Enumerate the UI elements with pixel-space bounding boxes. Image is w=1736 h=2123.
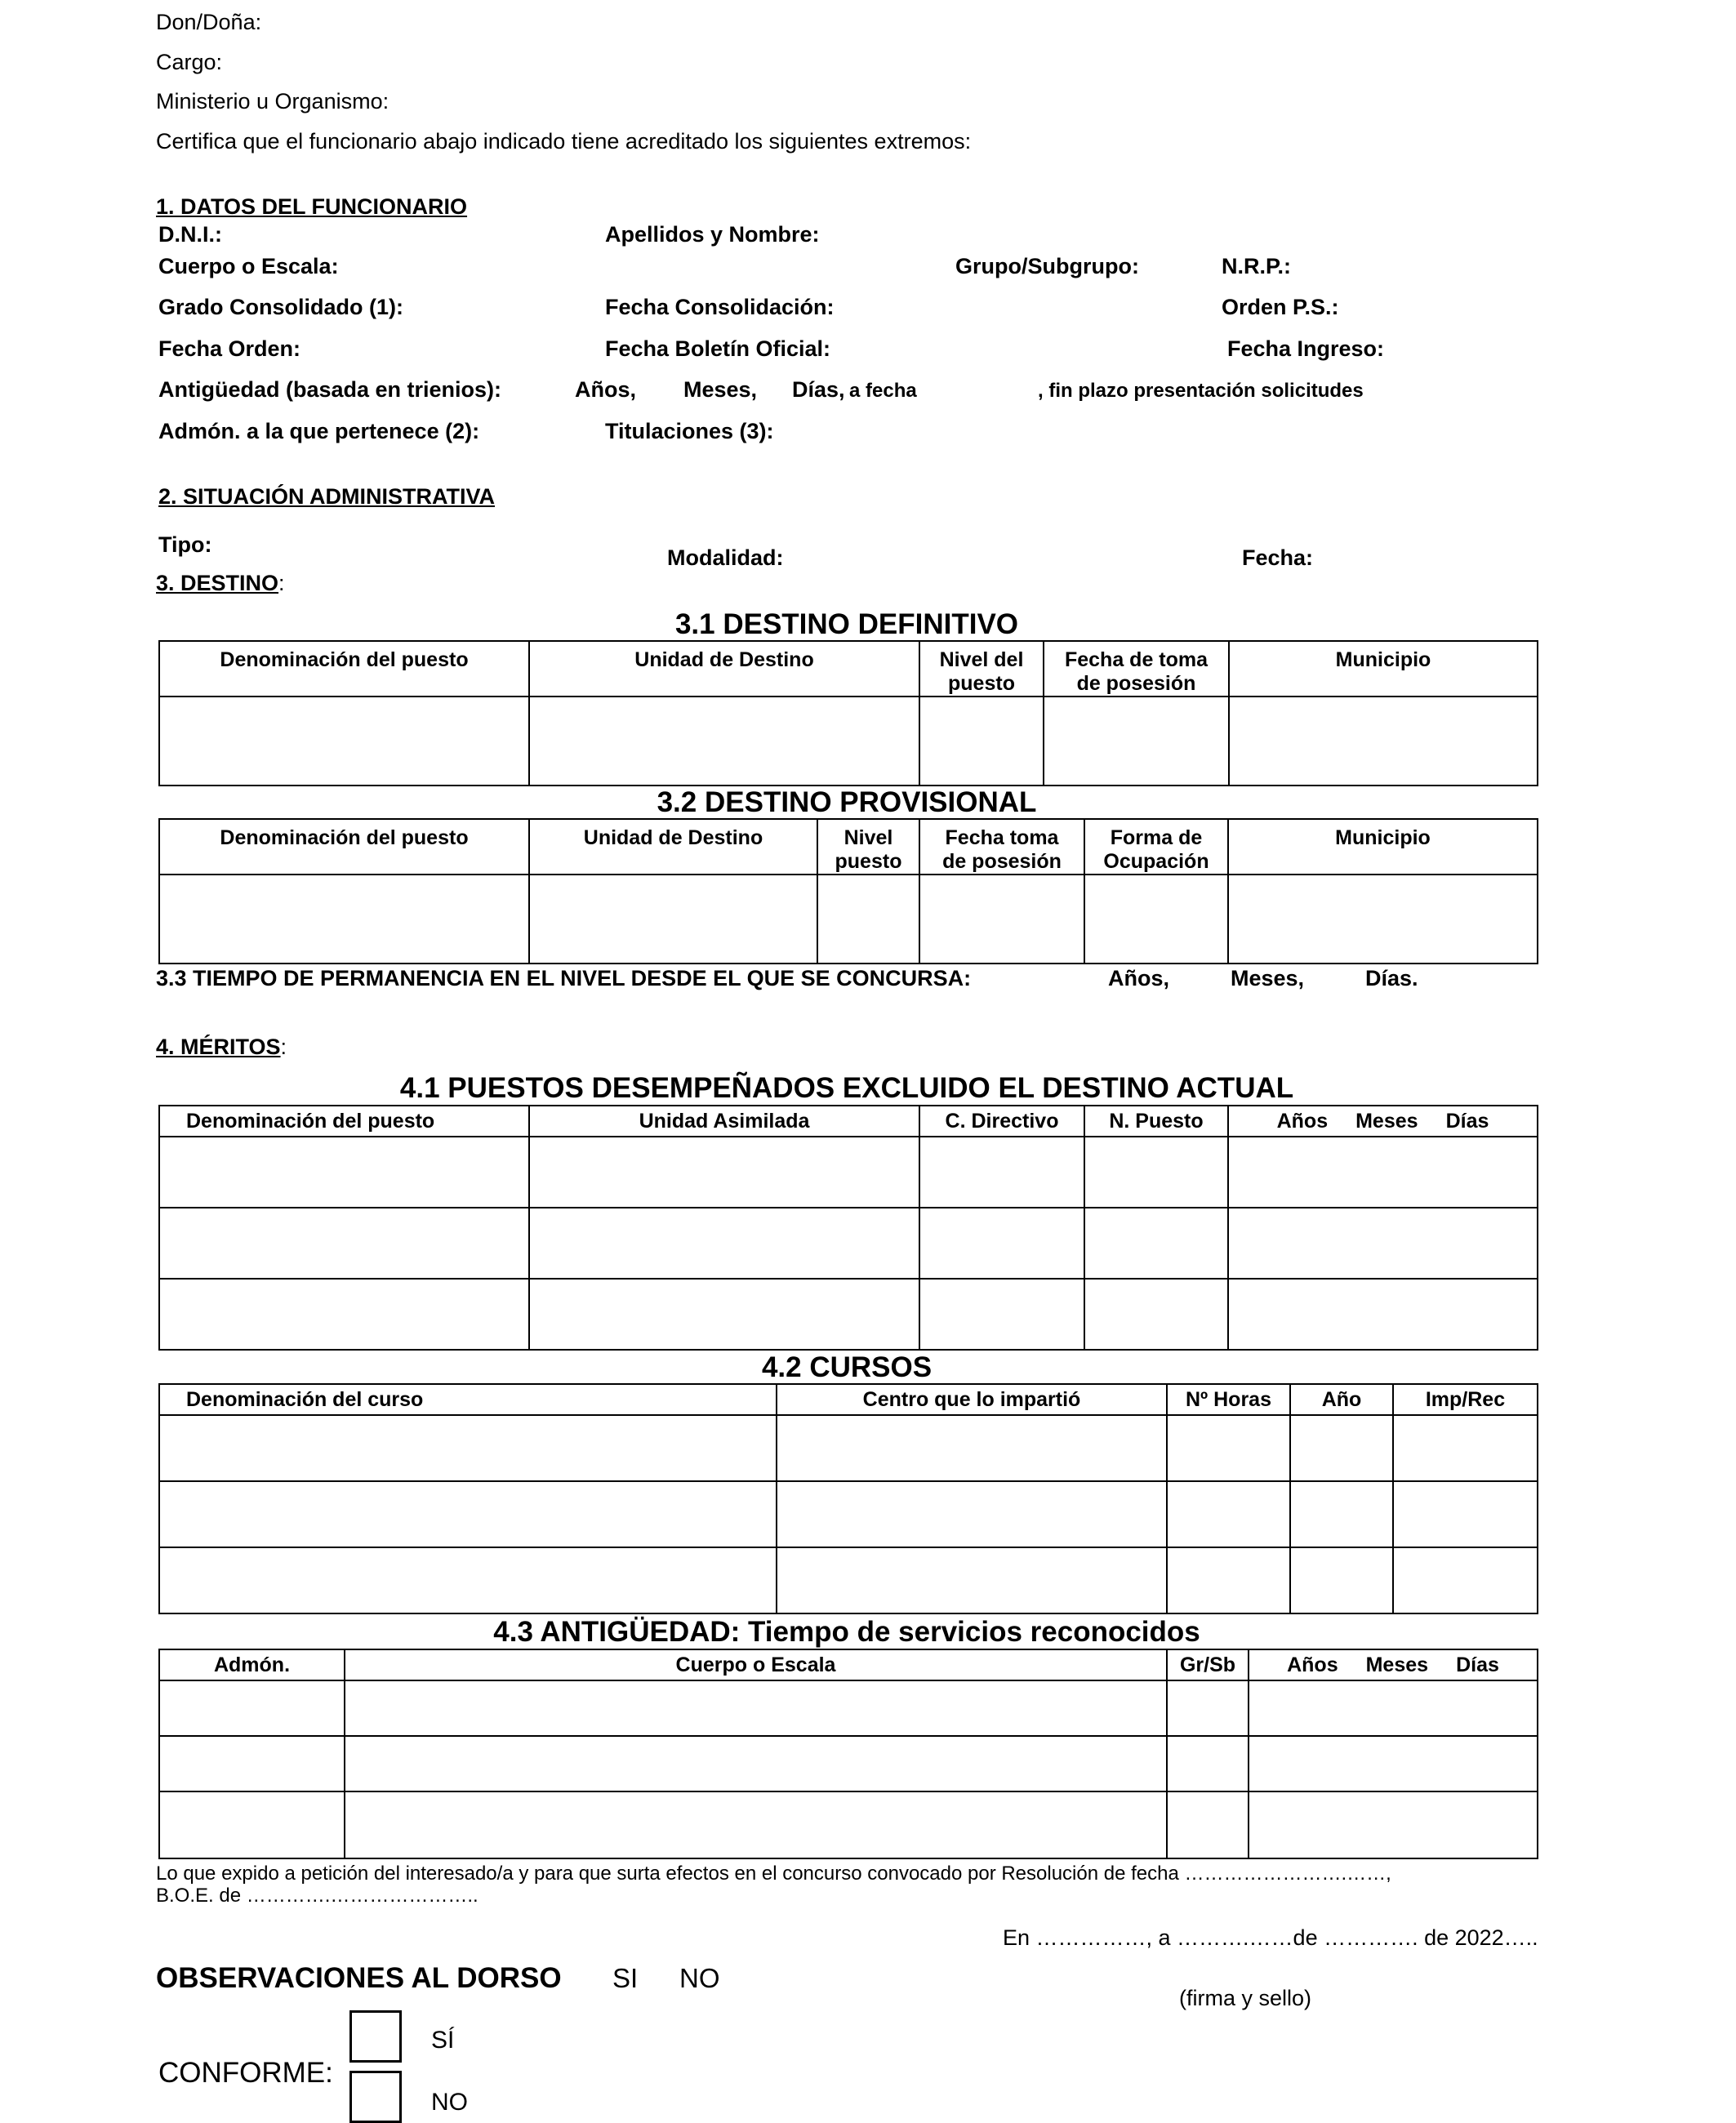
don-label: Don/Doña: — [156, 10, 262, 34]
certifica-text: Certifica que el funcionario abajo indicado tiene acreditado los siguientes extremos: — [156, 129, 972, 154]
col-denominacion-puesto: Denominación del puesto — [159, 1106, 529, 1137]
table-cell[interactable] — [1228, 1279, 1538, 1350]
col-fecha-toma-posesion: Fecha de toma de posesión — [1044, 641, 1229, 697]
firma-sello-text: (firma y sello) — [1179, 1986, 1312, 2010]
table-cell[interactable] — [1393, 1481, 1538, 1547]
tipo-label: Tipo: — [158, 532, 212, 557]
col-imp-rec: Imp/Rec — [1393, 1384, 1538, 1415]
nrp-label: N.R.P.: — [1222, 254, 1292, 278]
observaciones-label: OBSERVACIONES AL DORSO — [156, 1962, 562, 1994]
col-unidad-destino: Unidad de Destino — [529, 641, 919, 697]
table-cell[interactable] — [919, 1208, 1084, 1279]
destino-provisional-title: 3.2 DESTINO PROVISIONAL — [657, 786, 1037, 818]
table-cell[interactable] — [529, 875, 817, 964]
col-admon: Admón. — [159, 1649, 345, 1680]
grado-label: Grado Consolidado (1): — [158, 295, 403, 319]
section-4-title: 4. MÉRITOS: — [156, 1035, 287, 1059]
table-row — [159, 1547, 1538, 1613]
section-1-title: 1. DATOS DEL FUNCIONARIO — [156, 194, 468, 219]
antiguedad-dias-label: Días, — [792, 377, 845, 402]
tiempo-permanencia-label: 3.3 TIEMPO DE PERMANENCIA EN EL NIVEL DESDE EL QUE SE CONCURSA: — [156, 966, 972, 990]
cursos-title: 4.2 CURSOS — [761, 1351, 933, 1383]
table-cell[interactable] — [1167, 1481, 1290, 1547]
col-centro-impartio: Centro que lo impartió — [777, 1384, 1167, 1415]
table-cell[interactable] — [1167, 1736, 1249, 1791]
puestos-desempenados-table — [158, 1105, 1538, 1351]
table-row — [159, 1481, 1538, 1547]
table-cell[interactable] — [345, 1791, 1167, 1858]
table-cell[interactable] — [529, 697, 919, 786]
col-fecha-toma-posesion: Fecha toma de posesión — [919, 819, 1084, 875]
col-anos-meses-dias: Años Meses Días — [1228, 1106, 1538, 1137]
fin-plazo-label: , fin plazo presentación solicitudes — [1038, 380, 1364, 402]
table-cell[interactable] — [777, 1415, 1167, 1481]
conforme-si-label: SÍ — [431, 2027, 455, 2054]
col-num-horas: Nº Horas — [1167, 1384, 1290, 1415]
antiguedad-table — [158, 1649, 1538, 1859]
antiguedad-label: Antigüedad (basada en trienios): — [158, 377, 502, 402]
table-cell[interactable] — [1228, 1208, 1538, 1279]
table-cell[interactable] — [159, 1547, 777, 1613]
fecha-consolidacion-label: Fecha Consolidación: — [605, 295, 835, 319]
table-cell[interactable] — [1084, 1279, 1228, 1350]
table-row — [159, 1137, 1538, 1208]
table-cell[interactable] — [159, 1279, 529, 1350]
a-fecha-label: a fecha — [849, 380, 917, 402]
fecha-ingreso-label: Fecha Ingreso: — [1227, 336, 1385, 361]
col-municipio: Municipio — [1228, 819, 1538, 875]
dni-label: D.N.I.: — [158, 222, 222, 247]
admon-label: Admón. a la que pertenece (2): — [158, 419, 480, 443]
expido-text: Lo que expido a petición del interesado/a y para que surta efectos en el concurso convocado por Resolución de fecha …………………….……, — [156, 1863, 1391, 1885]
table-row — [159, 1791, 1538, 1858]
conforme-label: CONFORME: — [158, 2057, 333, 2089]
table-cell[interactable] — [159, 1481, 777, 1547]
fecha-orden-label: Fecha Orden: — [158, 336, 301, 361]
ministerio-label: Ministerio u Organismo: — [156, 89, 389, 113]
lugar-fecha-text: En ……………, a ……….……de …………. de 2022….. — [1003, 1925, 1538, 1950]
table-cell[interactable] — [1167, 1547, 1290, 1613]
col-municipio: Municipio — [1229, 641, 1538, 697]
table-cell[interactable] — [1290, 1415, 1393, 1481]
section-3-title: 3. DESTINO: — [156, 571, 285, 595]
cargo-label: Cargo: — [156, 50, 223, 74]
table-cell[interactable] — [529, 1208, 919, 1279]
table-row — [159, 1208, 1538, 1279]
table-row — [159, 697, 1538, 786]
col-ano: Año — [1290, 1384, 1393, 1415]
conforme-no-label: NO — [431, 2089, 468, 2116]
fecha-situacion-label: Fecha: — [1242, 545, 1314, 570]
table-cell[interactable] — [817, 875, 919, 964]
table-cell[interactable] — [919, 875, 1084, 964]
table-cell[interactable] — [529, 1137, 919, 1208]
col-unidad-destino: Unidad de Destino — [529, 819, 817, 875]
table-cell[interactable] — [159, 697, 529, 786]
table-cell[interactable] — [159, 1415, 777, 1481]
table-cell[interactable] — [1167, 1791, 1249, 1858]
destino-definitivo-title: 3.1 DESTINO DEFINITIVO — [674, 608, 1019, 640]
col-anos-meses-dias: Años Meses Días — [1249, 1649, 1538, 1680]
table-cell[interactable] — [1290, 1481, 1393, 1547]
conforme-no-checkbox[interactable] — [349, 2071, 402, 2123]
table-cell[interactable] — [1084, 875, 1228, 964]
permanencia-dias-label: Días. — [1365, 966, 1418, 990]
permanencia-meses-label: Meses, — [1231, 966, 1305, 990]
antiguedad-meses-label: Meses, — [683, 377, 758, 402]
col-nivel-puesto: Nivel puesto — [817, 819, 919, 875]
col-forma-ocupacion: Forma de Ocupación — [1084, 819, 1228, 875]
table-row — [159, 1736, 1538, 1791]
table-cell[interactable] — [529, 1279, 919, 1350]
table-cell[interactable] — [1393, 1415, 1538, 1481]
table-cell[interactable] — [159, 1137, 529, 1208]
table-cell[interactable] — [159, 1208, 529, 1279]
table-cell[interactable] — [1249, 1791, 1538, 1858]
section-2-title: 2. SITUACIÓN ADMINISTRATIVA — [158, 484, 496, 509]
table-cell[interactable] — [159, 1736, 345, 1791]
observaciones-no[interactable]: NO — [679, 1963, 720, 1993]
cuerpo-label: Cuerpo o Escala: — [158, 254, 339, 278]
table-cell[interactable] — [777, 1481, 1167, 1547]
table-cell[interactable] — [1393, 1547, 1538, 1613]
table-row — [159, 1680, 1538, 1736]
table-cell[interactable] — [345, 1736, 1167, 1791]
boe-text: B.O.E. de ………….………………….. — [156, 1885, 479, 1907]
table-cell[interactable] — [159, 1791, 345, 1858]
table-cell[interactable] — [159, 875, 529, 964]
col-grupo-subgrupo: Gr/Sb — [1167, 1649, 1249, 1680]
table-cell[interactable] — [1249, 1680, 1538, 1736]
table-row — [159, 1415, 1538, 1481]
table-cell[interactable] — [919, 1137, 1084, 1208]
puestos-desempenados-title: 4.1 PUESTOS DESEMPEÑADOS EXCLUIDO EL DESTINO ACTUAL — [399, 1072, 1294, 1104]
table-cell[interactable] — [1084, 1137, 1228, 1208]
destino-provisional-table — [158, 818, 1538, 964]
cursos-table — [158, 1383, 1538, 1614]
antiguedad-title: 4.3 ANTIGÜEDAD: Tiempo de servicios reconocidos — [493, 1616, 1200, 1648]
table-cell[interactable] — [1228, 875, 1538, 964]
table-cell[interactable] — [777, 1547, 1167, 1613]
table-cell[interactable] — [1167, 1680, 1249, 1736]
col-nivel-puesto: Nivel del puesto — [919, 641, 1044, 697]
fecha-boletin-label: Fecha Boletín Oficial: — [605, 336, 831, 361]
table-cell[interactable] — [159, 1680, 345, 1736]
table-cell[interactable] — [1167, 1415, 1290, 1481]
titulaciones-label: Titulaciones (3): — [605, 419, 774, 443]
conforme-si-checkbox[interactable] — [349, 2010, 402, 2063]
col-denominacion-puesto: Denominación del puesto — [159, 819, 529, 875]
col-unidad-asimilada: Unidad Asimilada — [529, 1106, 919, 1137]
col-denominacion-puesto: Denominación del puesto — [159, 641, 529, 697]
observaciones-si[interactable]: SI — [612, 1963, 639, 1993]
table-cell[interactable] — [1290, 1547, 1393, 1613]
grupo-label: Grupo/Subgrupo: — [955, 254, 1139, 278]
col-nivel-puesto: N. Puesto — [1084, 1106, 1228, 1137]
col-centro-directivo: C. Directivo — [919, 1106, 1084, 1137]
orden-ps-label: Orden P.S.: — [1222, 295, 1339, 319]
col-denominacion-curso: Denominación del curso — [159, 1384, 777, 1415]
table-cell[interactable] — [1084, 1208, 1228, 1279]
permanencia-anos-label: Años, — [1108, 966, 1170, 990]
table-row — [159, 1279, 1538, 1350]
apellidos-label: Apellidos y Nombre: — [605, 222, 820, 247]
table-row — [159, 875, 1538, 964]
table-cell[interactable] — [1249, 1736, 1538, 1791]
destino-definitivo-table — [158, 640, 1538, 786]
col-cuerpo-escala: Cuerpo o Escala — [345, 1649, 1167, 1680]
table-cell[interactable] — [1229, 697, 1538, 786]
table-cell[interactable] — [1228, 1137, 1538, 1208]
table-cell[interactable] — [919, 1279, 1084, 1350]
table-cell[interactable] — [345, 1680, 1167, 1736]
table-cell[interactable] — [1044, 697, 1229, 786]
table-cell[interactable] — [919, 697, 1044, 786]
antiguedad-anos-label: Años, — [575, 377, 637, 402]
modalidad-label: Modalidad: — [667, 545, 784, 570]
